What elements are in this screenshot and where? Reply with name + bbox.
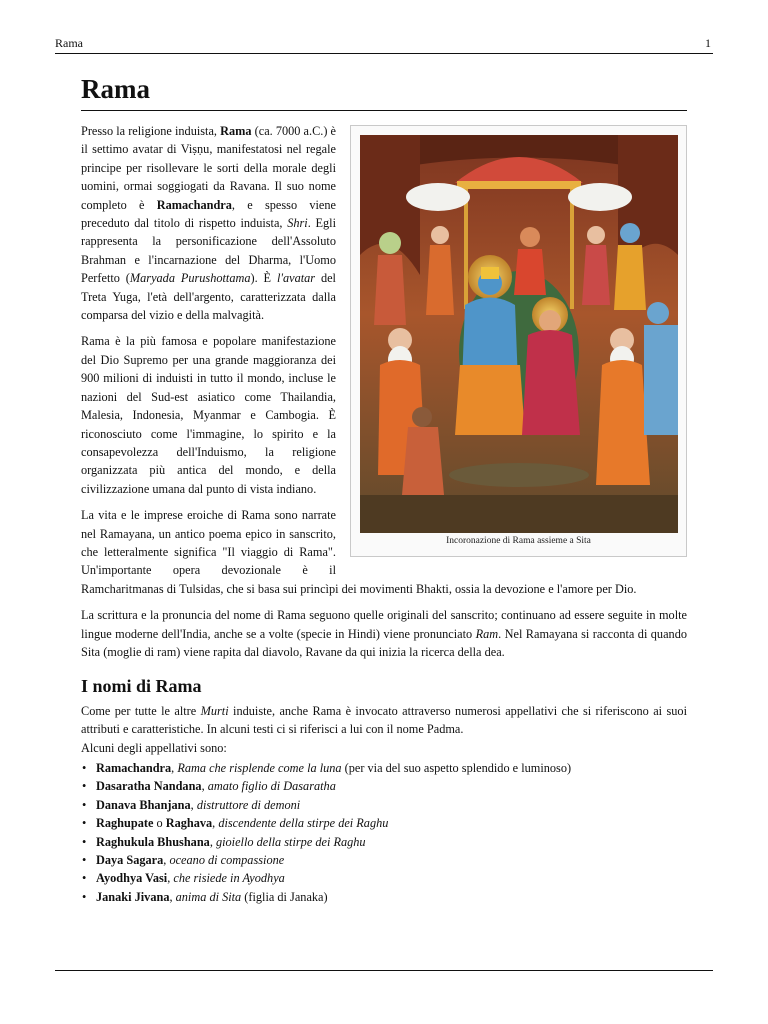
section-paragraph: Come per tutte le altre Murti induiste, anche Rama è invocato attraverso numerosi appellativi che si riferiscono ai suoi attributi e caratteristiche. In alcuni testi ci si riferisci a lui con il nome Padma. bbox=[81, 703, 687, 737]
figure bbox=[350, 125, 687, 557]
header-divider bbox=[55, 53, 713, 54]
running-header bbox=[55, 34, 713, 52]
intro-paragraph-4: La scrittura e la pronuncia del nome di Rama seguono quelle originali del sanscrito; continuano ad essere seguite in molte lingue moderne dell'India, anche se a volte (specie in Hindi) viene pronunciato Ram. Nel Ramayana si racconta di quando Sita (moglie di ram) viene rapita dal diavolo, Ravane da qui inizia la ricerca della dea. bbox=[81, 608, 687, 659]
intro-paragraph-3: La vita e le imprese eroiche di Rama sono narrate nel Ramayana, un antico poema epico in sanscrito, che letteralmente significa "Il viaggio di Rama". Un'importante opera devozionale è il Ramcharitmanas di Tulsidas, che si basa sui princìpi dei movimenti Bhakti, ossia la devozione e l'amore per Dio. bbox=[81, 508, 637, 596]
appellatives-list bbox=[81, 759, 687, 906]
page-number: 1 bbox=[705, 36, 711, 50]
list-item: • Raghupate o Raghava, discendente della stirpe dei Raghu bbox=[81, 814, 687, 832]
list-item: • Janaki Jivana, anima di Sita (figlia di Janaka) bbox=[81, 888, 687, 906]
figure-caption: Incoronazione di Rama assieme a Sita bbox=[446, 535, 591, 546]
article-body bbox=[81, 122, 687, 906]
page-title: Rama bbox=[81, 72, 687, 111]
list-item: • Ayodhya Vasi, che risiede in Ayodhya bbox=[81, 869, 687, 887]
list-intro: Alcuni degli appellativi sono: bbox=[81, 740, 227, 755]
coronation-painting bbox=[360, 135, 678, 533]
list-item: • Daya Sagara, oceano di compassione bbox=[81, 851, 687, 869]
list-item: • Dasaratha Nandana, amato figlio di Dasaratha bbox=[81, 777, 687, 795]
footer-divider bbox=[55, 970, 713, 971]
list-item: • Danava Bhanjana, distruttore di demoni bbox=[81, 796, 687, 814]
running-header-title: Rama bbox=[55, 36, 83, 50]
section-heading-nomi: I nomi di Rama bbox=[81, 676, 202, 697]
list-item: • Ramachandra, Rama che risplende come la luna (per via del suo aspetto splendido e luminoso) bbox=[81, 759, 687, 777]
list-item: • Raghukula Bhushana, gioiello della stirpe dei Raghu bbox=[81, 833, 687, 851]
intro-paragraph-1: Presso la religione induista, Rama (ca. 7000 a.C.) è il settimo avatar di Viṣṇu, manifestatosi nel regale principe per risollevare le sorti della morale degli uomini, ormai soggiogati da Ravana. Il suo nome completo è Ramachandra, e spesso viene preceduto dal titolo di rispetto induista, Shri. Egli rappresenta la personificazione dell'Assoluto Brahman e l'incarnazione del Dharma, l'Uomo Perfetto (Maryada Purushottama). È l'avatar del Treta Yuga, l'età dell'argento, caratterizzata dalla comparsa del vizio e della malvagità. bbox=[81, 124, 336, 323]
intro-paragraph-2: Rama è la più famosa e popolare manifestazione del Dio Supremo per una grande maggioranza dei 900 milioni di induisti in tutto il mondo, incluse le nazioni del Sud-est asiatico come Thailandia, Malesia, Indonesia, Myanmar e Cambogia. È riconosciuto come l'immagine, lo spirito e la consapevolezza dell'Induismo, la religione organizzata più antica del mondo, e della civilizzazione umana dal punto di vista indiano. bbox=[81, 334, 336, 496]
